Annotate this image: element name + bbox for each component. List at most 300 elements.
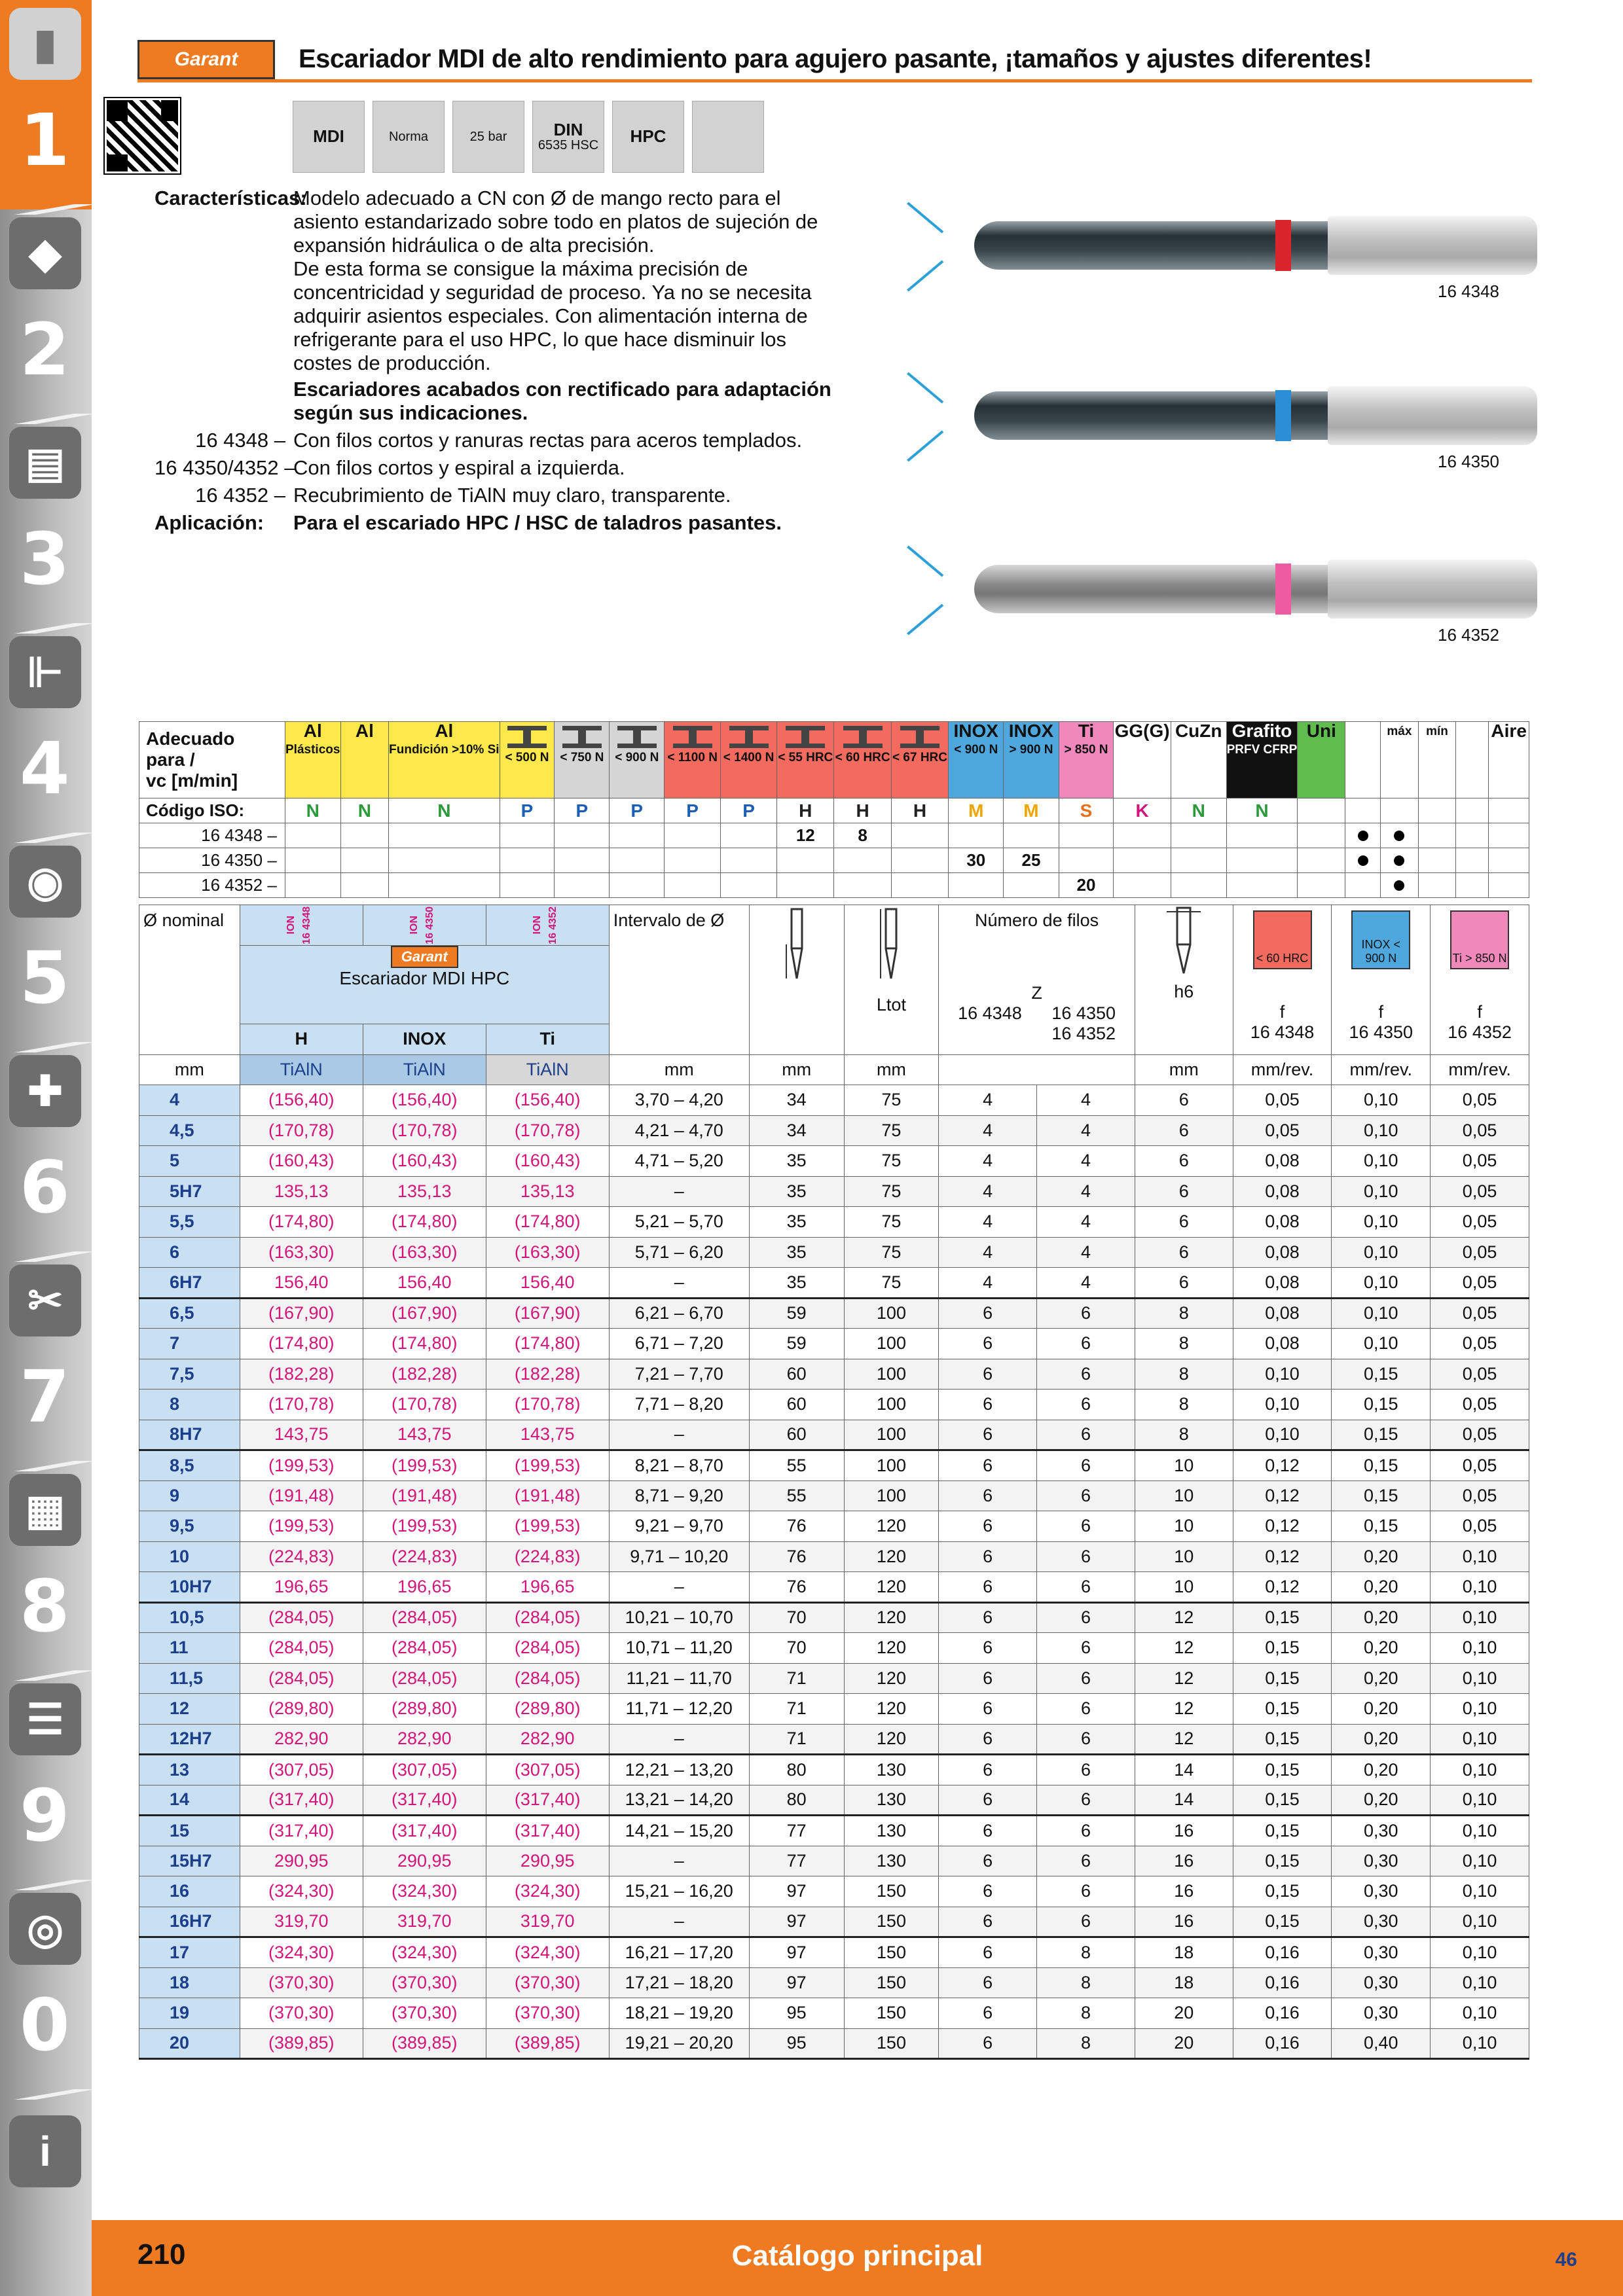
feed-material-icon xyxy=(1351,910,1410,969)
nominal-diameter: 9,5 xyxy=(139,1511,240,1542)
footer-sub-number: 46 xyxy=(1555,2249,1577,2270)
material-column-header xyxy=(1298,722,1345,798)
table-cell: 0,12 xyxy=(1233,1480,1332,1511)
table-cell: 71 xyxy=(749,1724,844,1755)
nominal-diameter: 15H7 xyxy=(139,1846,240,1876)
table-cell: 6 xyxy=(1135,1207,1233,1238)
table-cell: 6 xyxy=(939,1967,1037,1998)
ion-mark: ION xyxy=(285,916,297,935)
nominal-diameter: 16H7 xyxy=(139,1907,240,1937)
cutting-speed-value xyxy=(891,873,948,898)
table-cell: 0,10 xyxy=(1233,1359,1332,1390)
table-cell: (324,30) xyxy=(363,1876,486,1907)
table-cell: – xyxy=(609,1176,749,1207)
table-cell: 0,08 xyxy=(1233,1298,1332,1329)
table-cell: 75 xyxy=(844,1176,939,1207)
sidebar-tab-1[interactable] xyxy=(0,0,92,209)
coating-label: TiAlN xyxy=(486,1054,609,1085)
table-cell: 0,05 xyxy=(1431,1359,1529,1390)
table-cell: (324,30) xyxy=(486,1876,609,1907)
table-cell: 4,21 – 4,70 xyxy=(609,1115,749,1146)
dot-mark xyxy=(1394,855,1404,866)
nominal-diameter: 5 xyxy=(139,1146,240,1177)
table-cell: 16 xyxy=(1135,1876,1233,1907)
table-row xyxy=(139,1876,1529,1907)
material-column-header xyxy=(721,722,777,798)
table-cell: 6 xyxy=(939,1541,1037,1572)
table-cell: 6 xyxy=(939,1694,1037,1725)
nominal-diameter: 6H7 xyxy=(139,1268,240,1299)
table-cell: 0,30 xyxy=(1332,1967,1431,1998)
table-cell: 12 xyxy=(1135,1663,1233,1694)
table-row xyxy=(139,1480,1529,1511)
flutes-title: Número de filos xyxy=(975,910,1099,930)
dot-mark xyxy=(1394,831,1404,841)
suitability-header-row xyxy=(139,722,1529,798)
table-cell: 0,10 xyxy=(1332,1115,1431,1146)
feed-header xyxy=(1233,905,1332,1055)
table-cell: (389,85) xyxy=(363,2028,486,2059)
table-cell: 4 xyxy=(939,1146,1037,1177)
table-cell: 0,10 xyxy=(1431,2028,1529,2059)
table-cell: 4 xyxy=(939,1176,1037,1207)
table-cell: 8 xyxy=(1135,1359,1233,1390)
table-cell: 0,05 xyxy=(1431,1450,1529,1481)
table-cell: (167,90) xyxy=(240,1298,363,1329)
table-cell: 95 xyxy=(749,2028,844,2059)
table-cell: (174,80) xyxy=(240,1329,363,1359)
iso-code xyxy=(1380,798,1418,823)
feed-material-label: INOX < 900 N xyxy=(1361,938,1401,965)
table-cell: 6 xyxy=(939,1937,1037,1968)
table-row xyxy=(139,1846,1529,1876)
product-brand: Garant xyxy=(391,946,458,968)
table-cell: 60 xyxy=(749,1420,844,1450)
tool-image-3 xyxy=(948,560,1537,619)
material-column-header xyxy=(777,722,834,798)
table-cell: 6 xyxy=(939,1633,1037,1664)
table-row xyxy=(139,1207,1529,1238)
reamer-total-length-icon xyxy=(878,905,904,984)
table-cell: 150 xyxy=(844,1907,939,1937)
nominal-diameter: 8,5 xyxy=(139,1450,240,1481)
table-cell: (170,78) xyxy=(363,1390,486,1420)
table-cell: 12 xyxy=(1135,1724,1233,1755)
tool-shank xyxy=(1328,386,1537,445)
nominal-diameter: 5,5 xyxy=(139,1207,240,1238)
sidebar-tab-6[interactable] xyxy=(0,1047,92,1257)
table-cell: 0,05 xyxy=(1431,1176,1529,1207)
table-cell: 0,10 xyxy=(1332,1146,1431,1177)
table-cell: 0,10 xyxy=(1431,1572,1529,1603)
feature-item xyxy=(155,484,848,507)
table-cell: 135,13 xyxy=(363,1176,486,1207)
table-cell: 75 xyxy=(844,1085,939,1116)
features-p2: De esta forma se consigue la máxima precisión de concentricidad y seguridad de proceso. Ya no se necesita adquirir asientos especiales. Con alimentación interna de refrigerante para el uso HPC, lo que hace disminuir los costes de producción. xyxy=(293,257,812,374)
cutting-speed-value xyxy=(1171,848,1226,873)
table-cell: 0,10 xyxy=(1431,1937,1529,1968)
through-hole-badge xyxy=(692,101,764,173)
table-cell: 0,15 xyxy=(1233,1694,1332,1725)
table-cell: 4,71 – 5,20 xyxy=(609,1146,749,1177)
nominal-diameter: 11,5 xyxy=(139,1663,240,1694)
sidebar-tab-9[interactable] xyxy=(0,1676,92,1885)
mdi-badge-label: MDI xyxy=(313,126,344,147)
sidebar-tab-8[interactable] xyxy=(0,1466,92,1676)
iso-code: P xyxy=(555,798,610,823)
table-cell: (170,78) xyxy=(486,1390,609,1420)
table-row xyxy=(139,1176,1529,1207)
table-row xyxy=(139,1816,1529,1846)
table-cell: 59 xyxy=(749,1298,844,1329)
table-cell: 0,05 xyxy=(1431,1511,1529,1542)
feed-material-label: Ti > 850 N xyxy=(1452,952,1507,965)
page-title: Escariador MDI de alto rendimiento para agujero pasante, ¡tamaños y ajustes diferentes! xyxy=(299,45,1372,73)
sidebar-tab-4[interactable] xyxy=(0,628,92,838)
nominal-diameter: 13 xyxy=(139,1755,240,1785)
table-cell: 0,10 xyxy=(1431,1998,1529,2029)
norm-badge xyxy=(373,101,445,173)
material-column-header xyxy=(1059,722,1114,798)
table-cell: 95 xyxy=(749,1998,844,2029)
suitability-row xyxy=(139,848,1529,873)
table-cell: (199,53) xyxy=(363,1511,486,1542)
table-cell: 12 xyxy=(1135,1633,1233,1664)
table-cell: 0,10 xyxy=(1332,1298,1431,1329)
table-cell: 130 xyxy=(844,1816,939,1846)
table-cell: 0,05 xyxy=(1431,1298,1529,1329)
table-cell: 0,05 xyxy=(1431,1420,1529,1450)
table-cell: 10,71 – 11,20 xyxy=(609,1633,749,1664)
table-cell: 6 xyxy=(1037,1450,1135,1481)
table-cell: 6 xyxy=(939,1450,1037,1481)
cutting-speed-value xyxy=(389,873,500,898)
table-row xyxy=(139,1694,1529,1725)
feature-item-text: Con filos cortos y espiral a izquierda. xyxy=(293,456,625,479)
table-cell: 6 xyxy=(1037,1633,1135,1664)
saw-blade-icon: ◉ xyxy=(9,846,81,918)
material-name: Aire xyxy=(1491,721,1527,741)
table-cell: 282,90 xyxy=(486,1724,609,1755)
table-cell: (224,83) xyxy=(240,1541,363,1572)
table-cell: 6 xyxy=(1037,1785,1135,1816)
table-cell: 0,10 xyxy=(1233,1390,1332,1420)
unit-row xyxy=(139,1054,1529,1085)
cutting-speed-value xyxy=(665,823,721,848)
table-cell: 150 xyxy=(844,1967,939,1998)
cutting-speed-value xyxy=(1489,873,1529,898)
table-cell: 97 xyxy=(749,1876,844,1907)
material-column-header xyxy=(1489,722,1529,798)
table-cell: (284,05) xyxy=(363,1663,486,1694)
table-cell: 75 xyxy=(844,1268,939,1299)
coolant-arrow-icon xyxy=(907,372,943,403)
suitability-product-code: 16 4350 – xyxy=(139,848,285,873)
table-cell: 6 xyxy=(939,1511,1037,1542)
table-cell: (289,80) xyxy=(486,1694,609,1725)
table-cell: 35 xyxy=(749,1268,844,1299)
table-cell: 5,71 – 6,20 xyxy=(609,1237,749,1268)
table-row xyxy=(139,1298,1529,1329)
suitable-dot-icon xyxy=(1345,848,1381,873)
table-cell: 150 xyxy=(844,2028,939,2059)
cutting-speed-value xyxy=(721,873,777,898)
feature-item-code: 16 4352 – xyxy=(195,484,285,507)
material-name: Grafito xyxy=(1231,721,1292,741)
nominal-diameter: 12H7 xyxy=(139,1724,240,1755)
material-spec: < 500 N xyxy=(505,751,549,764)
cutting-speed-value xyxy=(1298,873,1345,898)
table-cell: 4 xyxy=(939,1237,1037,1268)
iso-code: M xyxy=(1004,798,1059,823)
table-cell: (160,43) xyxy=(363,1146,486,1177)
nominal-diameter: 8 xyxy=(139,1390,240,1420)
table-cell: (163,30) xyxy=(363,1237,486,1268)
table-cell: (370,30) xyxy=(363,1967,486,1998)
table-cell: (182,28) xyxy=(363,1359,486,1390)
product-number-header xyxy=(240,905,363,946)
nominal-diameter: 10,5 xyxy=(139,1602,240,1633)
title-bar xyxy=(137,39,1532,82)
product-number xyxy=(490,906,605,944)
table-cell: 0,10 xyxy=(1332,1268,1431,1299)
table-cell: 8,21 – 8,70 xyxy=(609,1450,749,1481)
qr-code-icon[interactable] xyxy=(105,98,180,173)
nominal-diameter: 20 xyxy=(139,2028,240,2059)
table-cell: 100 xyxy=(844,1298,939,1329)
sidebar-tab-5[interactable] xyxy=(0,838,92,1047)
table-cell: 0,10 xyxy=(1431,1724,1529,1755)
table-cell: 6 xyxy=(1135,1268,1233,1299)
feed-header xyxy=(1431,905,1529,1055)
table-cell: 0,15 xyxy=(1332,1450,1431,1481)
table-cell: 6 xyxy=(1037,1298,1135,1329)
table-cell: 97 xyxy=(749,1967,844,1998)
nominal-diameter: 18 xyxy=(139,1967,240,1998)
table-cell: 0,15 xyxy=(1332,1359,1431,1390)
material-spec: PRFV CFRP xyxy=(1226,743,1298,757)
iso-code xyxy=(1345,798,1381,823)
table-cell: (199,53) xyxy=(486,1511,609,1542)
tab-divider xyxy=(0,2089,92,2100)
sidebar-tab-2[interactable] xyxy=(0,209,92,419)
table-cell: 6 xyxy=(939,1755,1037,1785)
table-cell: 15,21 – 16,20 xyxy=(609,1876,749,1907)
table-cell: 75 xyxy=(844,1115,939,1146)
table-row xyxy=(139,1450,1529,1481)
table-cell: 0,12 xyxy=(1233,1541,1332,1572)
table-cell: 0,20 xyxy=(1332,1663,1431,1694)
material-column-header xyxy=(389,722,500,798)
sidebar-tab-info[interactable] xyxy=(0,2108,92,2296)
table-cell: 77 xyxy=(749,1846,844,1876)
nominal-diameter: 11 xyxy=(139,1633,240,1664)
table-cell: 156,40 xyxy=(240,1268,363,1299)
table-row xyxy=(139,1511,1529,1542)
table-cell: (224,83) xyxy=(486,1541,609,1572)
suitability-row xyxy=(139,873,1529,898)
tool-holder-icon: ▤ xyxy=(9,427,81,499)
feed-f-label: f xyxy=(1477,1002,1482,1022)
cutting-speed-value xyxy=(1489,823,1529,848)
table-cell: (156,40) xyxy=(363,1085,486,1116)
cutting-speed-value xyxy=(1456,848,1489,873)
table-cell: 0,15 xyxy=(1332,1480,1431,1511)
table-cell: 0,05 xyxy=(1431,1146,1529,1177)
material-spec: < 750 N xyxy=(560,751,604,764)
table-cell: – xyxy=(609,1846,749,1876)
nominal-diameter: 4 xyxy=(139,1085,240,1116)
table-cell: 0,16 xyxy=(1233,1967,1332,1998)
din-badge-label: DIN xyxy=(553,119,583,139)
table-cell: 10,21 – 10,70 xyxy=(609,1602,749,1633)
material-column-header xyxy=(340,722,388,798)
cutting-speed-value xyxy=(340,873,388,898)
iso-code: H xyxy=(777,798,834,823)
table-cell: (191,48) xyxy=(363,1480,486,1511)
feature-item xyxy=(155,429,848,452)
table-cell: (156,40) xyxy=(240,1085,363,1116)
sidebar-tab-3[interactable] xyxy=(0,419,92,628)
table-cell: 0,20 xyxy=(1332,1755,1431,1785)
table-row xyxy=(139,1724,1529,1755)
table-cell: – xyxy=(609,1268,749,1299)
table-cell: (324,30) xyxy=(240,1937,363,1968)
nominal-diameter: 15 xyxy=(139,1816,240,1846)
iso-code: P xyxy=(721,798,777,823)
table-cell: 282,90 xyxy=(363,1724,486,1755)
table-cell: 0,10 xyxy=(1332,1329,1431,1359)
table-cell: 0,10 xyxy=(1431,1602,1529,1633)
nominal-header xyxy=(139,905,240,1055)
sidebar-tab-number: 9 xyxy=(20,1774,70,1857)
steel-beam-icon xyxy=(900,726,939,748)
table-cell: 196,65 xyxy=(363,1572,486,1603)
table-cell: 319,70 xyxy=(240,1907,363,1937)
material-name: Al xyxy=(303,721,322,741)
table-cell: 3,70 – 4,20 xyxy=(609,1085,749,1116)
table-cell: 0,15 xyxy=(1332,1420,1431,1450)
feature-item-code: 16 4350/4352 – xyxy=(155,456,296,479)
tool-image-1 xyxy=(948,216,1537,275)
unit-mm: mm xyxy=(1135,1054,1233,1085)
table-cell: – xyxy=(609,1420,749,1450)
table-cell: (317,40) xyxy=(240,1785,363,1816)
table-cell: 6 xyxy=(939,1298,1037,1329)
iso-code: H xyxy=(891,798,948,823)
material-name: Al xyxy=(435,721,454,741)
table-cell: 18,21 – 19,20 xyxy=(609,1998,749,2029)
reamer-length-icon xyxy=(784,905,810,984)
tool-color-ring xyxy=(1275,220,1291,271)
table-cell: 6 xyxy=(1037,1602,1135,1633)
table-cell: 120 xyxy=(844,1602,939,1633)
product-number-text: 16 4352 xyxy=(547,906,559,944)
table-cell: 290,95 xyxy=(240,1846,363,1876)
sidebar-tab-7[interactable] xyxy=(0,1257,92,1466)
table-cell: 0,15 xyxy=(1233,1876,1332,1907)
table-cell: 150 xyxy=(844,1876,939,1907)
cutting-speed-value xyxy=(1004,823,1059,848)
table-cell: 4 xyxy=(939,1085,1037,1116)
material-column-header xyxy=(1226,722,1298,798)
table-cell: 120 xyxy=(844,1511,939,1542)
features-items xyxy=(155,429,848,507)
table-cell: 6 xyxy=(939,1998,1037,2029)
material-column-header xyxy=(1380,722,1418,798)
table-cell: (174,80) xyxy=(486,1207,609,1238)
dot-mark xyxy=(1358,831,1368,841)
ion-mark: ION xyxy=(532,916,543,935)
table-cell: 76 xyxy=(749,1511,844,1542)
table-cell: 6 xyxy=(939,1846,1037,1876)
table-row xyxy=(139,1268,1529,1299)
cutting-speed-value xyxy=(1456,823,1489,848)
cutting-speed-value xyxy=(610,848,665,873)
steel-beam-icon xyxy=(843,726,883,748)
table-cell: 120 xyxy=(844,1572,939,1603)
dot-mark xyxy=(1394,880,1404,891)
table-cell: (284,05) xyxy=(363,1633,486,1664)
table-cell: 8 xyxy=(1037,1998,1135,2029)
table-cell: 6 xyxy=(1037,1846,1135,1876)
table-cell: 0,16 xyxy=(1233,2028,1332,2059)
total-length-header xyxy=(844,905,939,1055)
table-cell: (174,80) xyxy=(363,1329,486,1359)
cutting-speed-value xyxy=(665,873,721,898)
table-cell: 0,05 xyxy=(1431,1085,1529,1116)
table-cell: 6 xyxy=(1135,1085,1233,1116)
table-row xyxy=(139,1329,1529,1359)
material-column-header xyxy=(1456,722,1489,798)
toolbox-icon: ▦ xyxy=(9,1474,81,1546)
table-row xyxy=(139,1785,1529,1816)
feed-f-label: f xyxy=(1378,1002,1384,1022)
iso-code: S xyxy=(1059,798,1114,823)
table-cell: 75 xyxy=(844,1207,939,1238)
sidebar-tab-0[interactable] xyxy=(0,1885,92,2094)
table-cell: 0,30 xyxy=(1332,1907,1431,1937)
table-cell: 143,75 xyxy=(363,1420,486,1450)
table-cell: (191,48) xyxy=(240,1480,363,1511)
table-cell: 282,90 xyxy=(240,1724,363,1755)
feed-material-label: < 60 HRC xyxy=(1256,952,1309,965)
table-cell: 6 xyxy=(1037,1329,1135,1359)
table-cell: 0,05 xyxy=(1431,1329,1529,1359)
material-name: Ti xyxy=(1078,721,1095,741)
table-cell: 8 xyxy=(1135,1298,1233,1329)
info-icon: i xyxy=(9,2115,81,2187)
table-cell: 14 xyxy=(1135,1755,1233,1785)
table-cell: 6 xyxy=(939,1572,1037,1603)
sidebar-tab-number: 6 xyxy=(20,1145,70,1229)
table-cell: 196,65 xyxy=(240,1572,363,1603)
table-cell: 0,10 xyxy=(1431,1755,1529,1785)
table-cell: (284,05) xyxy=(240,1602,363,1633)
table-cell: 156,40 xyxy=(363,1268,486,1299)
material-name: INOX xyxy=(953,721,998,741)
cutting-speed-value xyxy=(834,848,891,873)
ltot-label: Ltot xyxy=(876,995,906,1014)
table-cell: – xyxy=(609,1907,749,1937)
table-cell: (163,30) xyxy=(486,1237,609,1268)
table-cell: (170,78) xyxy=(240,1115,363,1146)
cutting-speed-value xyxy=(1298,823,1345,848)
table-cell: 0,10 xyxy=(1431,1907,1529,1937)
table-cell: 4 xyxy=(1037,1115,1135,1146)
cutting-speed-value xyxy=(285,873,340,898)
feature-item-text: Con filos cortos y ranuras rectas para aceros templados. xyxy=(293,429,803,452)
